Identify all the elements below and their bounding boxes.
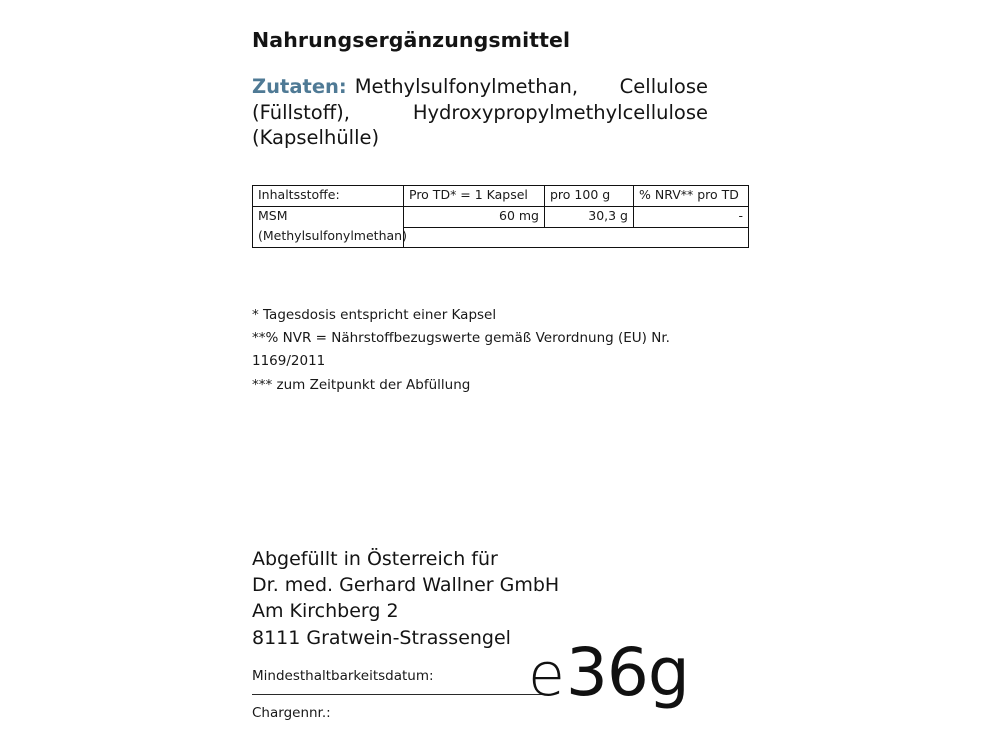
cell-per-100g: 30,3 g: [545, 206, 634, 227]
nutrition-table-body: [253, 206, 749, 247]
manufacturer-address: [252, 546, 559, 651]
cell-empty-nrv: [634, 227, 749, 247]
header-nrv: % NRV** pro TD: [634, 186, 749, 207]
net-weight: [528, 634, 689, 711]
table-row-subname: [253, 227, 749, 247]
address-line-1: Abgefüllt in Österreich für: [252, 548, 498, 570]
best-before-label: Mindesthaltbarkeitsdatum:: [252, 668, 434, 684]
cell-per-td: 60 mg: [404, 206, 545, 227]
ingredients-text: Methylsulfonylmethan, Cellulose (Füllstoff), Hydroxypropylmethylcellulose (Kapselhülle): [252, 75, 708, 150]
address-line-4: 8111 Gratwein-Strassengel: [252, 626, 511, 649]
header-ingredients: Inhaltsstoffe:: [253, 186, 404, 207]
net-weight-value: 36g: [565, 634, 689, 711]
nutrition-table-head: [253, 186, 749, 207]
nutrition-table: [252, 185, 749, 248]
footnote-3: *** zum Zeitpunkt der Abfüllung: [252, 376, 471, 393]
footnotes: [252, 304, 722, 397]
cell-substance-name: MSM: [253, 206, 404, 227]
batch-number-label: Chargennr.:: [252, 704, 331, 721]
header-per-100g: pro 100 g: [545, 186, 634, 207]
cell-substance-subname: (Methylsulfonylmethan): [253, 227, 404, 247]
address-line-3: Am Kirchberg 2: [252, 600, 399, 623]
e-mark-icon: e: [528, 640, 564, 710]
label-content: [252, 28, 743, 397]
best-before-batch-block: [252, 668, 552, 722]
cell-empty-100g: [545, 227, 634, 247]
header-per-td: Pro TD* = 1 Kapsel: [404, 186, 545, 207]
address-line-2: Dr. med. Gerhard Wallner GmbH: [252, 574, 560, 597]
cell-empty-td: [404, 227, 545, 247]
table-row: [253, 206, 749, 227]
page-title: Nahrungsergänzungsmittel: [252, 28, 571, 52]
ingredients-paragraph: [252, 74, 708, 151]
footnote-2: **% NVR = Nährstoffbezugswerte gemäß Verordnung (EU) Nr. 1169/2011: [252, 330, 670, 370]
table-header-row: [253, 186, 749, 207]
cell-nrv: -: [634, 206, 749, 227]
footnote-1: * Tagesdosis entspricht einer Kapsel: [252, 306, 497, 323]
ingredients-label: Zutaten:: [252, 75, 347, 98]
